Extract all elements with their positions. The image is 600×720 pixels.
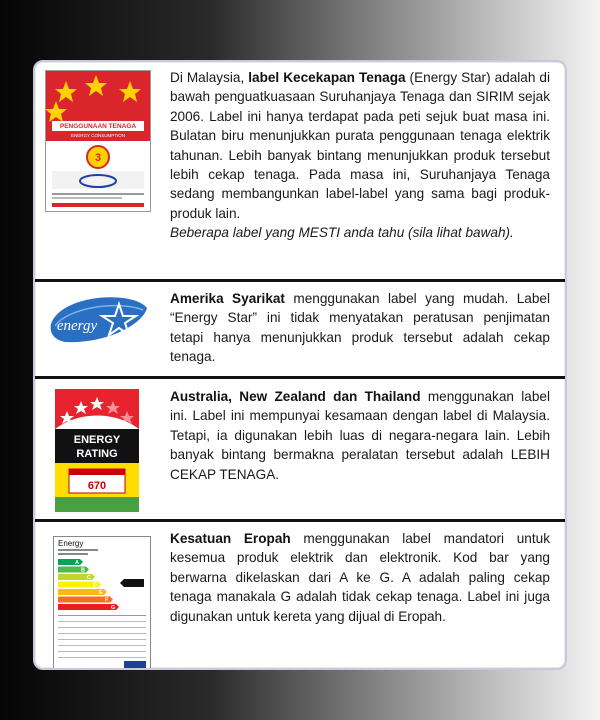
energy-rating-line1: ENERGY (73, 434, 121, 446)
malaysia-description (170, 68, 550, 243)
europe-description (170, 529, 550, 626)
malaysia-label-star-count: 3 (94, 152, 102, 164)
section-usa (35, 282, 565, 376)
australia-text-body: menggunakan label ini. Label ini mempunyai kesamaan dengan label di Malaysia. Tetapi, ia digunakan lebih luas di negara-negara lain. Lebih banyak bintang bermakna peralatan tersebut adalah LEBIH CEKAP TENAGA. (170, 389, 550, 482)
europe-text-body: menggunakan label mandatori untuk kesemua produk elektrik dan elektronik. Kod bar yang berwarna dikelaskan dari A ke G. A adalah paling cekap tenaga manakala G adalah tidak cekap tenaga. Label ini juga digunakan untuk kereta yang dijual di Eropah. (170, 531, 550, 624)
energy-rating-label-image (55, 389, 139, 512)
eu-label-title: Energy (58, 539, 84, 548)
eu-grade-bar-a (58, 559, 83, 565)
eu-grade-label-c: C (87, 575, 91, 582)
energy-star-logo-text: energy (56, 318, 98, 334)
eu-grade-label-b: B (81, 567, 85, 574)
section-europe (35, 522, 565, 668)
energy-rating-value: 670 (87, 480, 107, 492)
malaysia-label-subtitle: ENERGY CONSUMPTION (71, 133, 125, 138)
malaysia-text-body: (Energy Star) adalah di bawah penguatkuasaan Suruhanjaya Tenaga dan SIRIM sejak 2006. Label ini hanya terdapat pada peti sejuk buat masa ini. Bulatan biru menunjukkan purata penggunaan tenaga elektrik tahunan. Lebih banyak bintang menunjukkan produk tersebut lebih cekap tenaga. Pada masa ini, Suruhanjaya Tenaga sedang membangunkan label-label yang sama bagi produk-produk lain. (170, 70, 550, 221)
malaysia-text-italic: Beberapa label yang MESTI anda tahu (sila lihat bawah). (170, 225, 514, 241)
eu-grade-label-g: G (111, 605, 116, 612)
energy-star-logo-image (47, 290, 151, 346)
malaysia-label-title: PENGGUNAAN TENAGA (59, 123, 137, 130)
malaysia-text-pre: Di Malaysia, (170, 70, 249, 85)
malaysia-energy-label-image (45, 70, 151, 212)
usa-description (170, 289, 550, 367)
energy-rating-line2: RATING (76, 448, 118, 460)
eu-grade-label-a: A (75, 560, 79, 567)
eu-grade-label-d: D (93, 582, 97, 589)
malaysia-text-bold: label Kecekapan Tenaga (248, 70, 406, 85)
info-card (33, 60, 567, 670)
eu-energy-label-image (53, 536, 151, 670)
australia-text-bold: Australia, New Zealand dan Thailand (170, 389, 421, 404)
section-australia (35, 379, 565, 519)
europe-text-bold: Kesatuan Eropah (170, 531, 291, 546)
eu-grade-label-e: E (99, 590, 103, 597)
section-malaysia (35, 62, 565, 280)
usa-text-bold: Amerika Syarikat (170, 291, 285, 306)
usa-text-body: menggunakan label yang mudah. Label “Energy Star” ini tidak menyatakan peratusan penjimatan tetapi hanya menunjukkan produk tersebut adalah cekap tenaga. (170, 291, 550, 365)
eu-grade-label-f: F (105, 597, 109, 604)
australia-description (170, 387, 550, 484)
eu-grade-bar-g (58, 604, 119, 610)
